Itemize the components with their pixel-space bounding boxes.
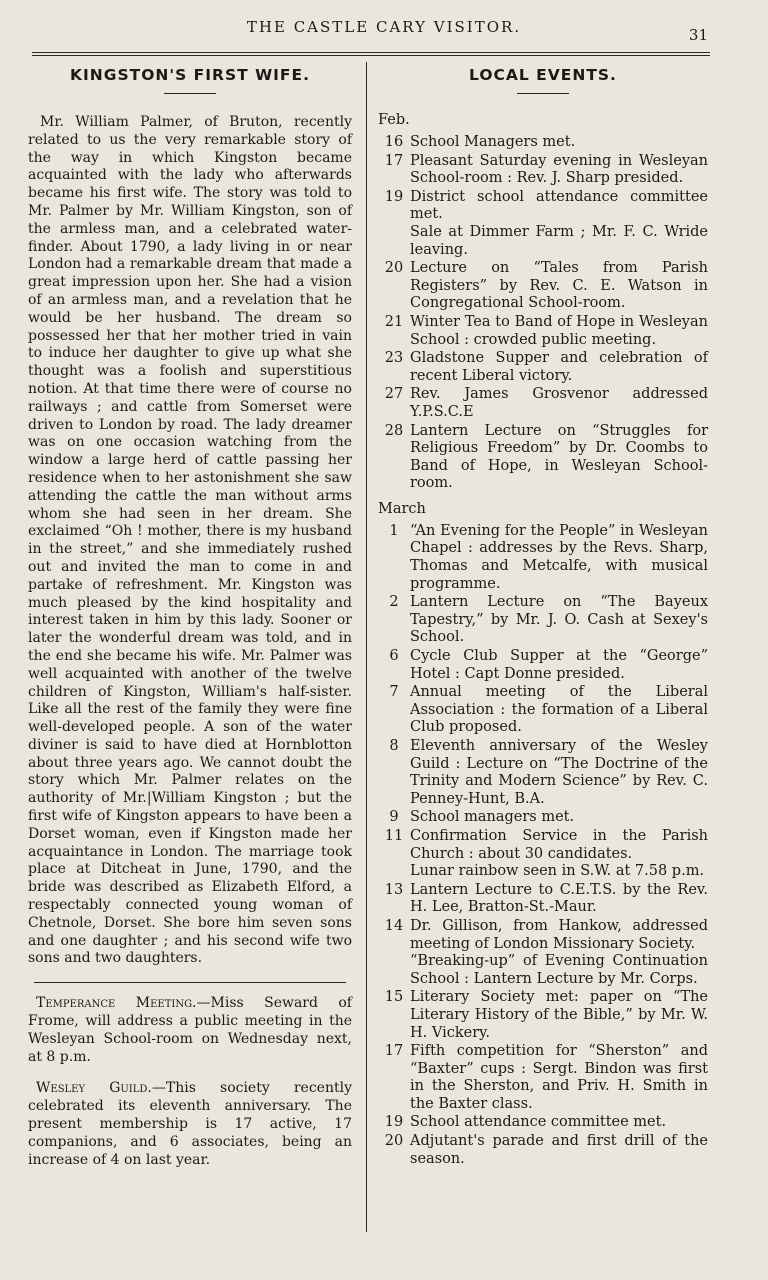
event-item	[378, 594, 708, 647]
month-events	[378, 134, 708, 493]
notice-text: —Miss Seward of Frome, will address a public meeting in the Wesleyan School-room on Wednesday next, at 8 p.m.	[28, 995, 352, 1065]
article-body: Mr. William Palmer, of Bruton, recently related to us the very remarkable story of the way in which Kingston became acquainted with the lady who afterwards became his first wife. The story was told to Mr. Palmer by Mr. William Kingston, son of the armless man, and a celebrated water-finder. About 1790, a lady living in or near London had a remarkable dream that made a great impression upon her. She had a vision of an armless man, and a revelation that he would be her husband. The dream so possessed her that her mother tried in vain to induce her daughter to give up what she thought was a foolish and superstitious notion. At that time there were of course no railways ; and cattle from Somerset were driven to London by road. The lady dreamer was on one occasion watching from the window a large herd of cattle passing her residence when to her astonishment she saw attending the cattle the man without arms whom she had seen in her dream. She exclaimed “Oh ! mother, there is my husband in the street,” and she immediately rushed out and invited the man to come in and partake of refreshment. Mr. Kingston was much pleased by the kind hospitality and interest taken in him by this lady. Sooner or later the wonderful dream was told, and in the end she became his wife. Mr. Palmer was well acquainted with another of the twelve children of Kingston, William's half-sister. Like all the rest of the family they were fine well-developed people. A son of the water diviner is said to have died at Hornblotton about three years ago. We cannot doubt the story which Mr. Palmer relates on the authority of Mr.|William Kingston ; but the first wife of Kingston appears to have been a Dorset woman, even if Kingston made her acquaintance in London. The marriage took place at Ditcheat in June, 1790, and the bride was described as Elizabeth Elford, a respectably connected young woman of Chetnole, Dorset. She bore him seven sons and one daughter ; and his second wife two sons and two daughters.	[28, 114, 352, 967]
event-date: 16	[384, 134, 404, 150]
event-item	[378, 684, 708, 737]
event-line: Gladstone Supper and celebration of recent Liberal victory.	[410, 350, 708, 384]
event-line: “An Evening for the People” in Wesleyan Chapel : addresses by the Revs. Sharp, Thomas and Metcalfe, with musical programme.	[410, 522, 708, 592]
event-item	[378, 882, 708, 917]
section-divider	[34, 982, 346, 983]
event-line: School Managers met.	[410, 134, 576, 150]
event-description	[410, 134, 708, 152]
event-description	[410, 882, 708, 917]
event-description	[410, 738, 708, 808]
page-header	[0, 18, 768, 48]
event-item	[378, 153, 708, 188]
events-list	[378, 112, 708, 1168]
event-description	[410, 1114, 708, 1132]
event-item	[378, 314, 708, 349]
heading-rule	[517, 93, 569, 94]
event-date: 21	[384, 313, 404, 330]
event-line: Dr. Gillison, from Hankow, addressed meeting of London Missionary Society.	[410, 917, 708, 952]
event-date: 17	[384, 152, 404, 169]
notice-text: —This society recently celebrated its eleventh anniversary. The present membership is 17 active, 17 companions, and 6 associates, being an increase of 4 on last year.	[28, 1080, 352, 1168]
notice-lead: Wesley Guild.	[36, 1080, 152, 1097]
month-events	[378, 523, 708, 1168]
event-line: Adjutant's parade and first drill of the season.	[410, 1133, 708, 1167]
event-date: 2	[389, 594, 399, 611]
right-column	[378, 62, 708, 1169]
notice	[28, 995, 352, 1066]
event-line: Rev. James Grosvenor addressed Y.P.S.C.E	[410, 386, 708, 420]
event-line: Lantern Lecture on “The Bayeux Tapestry,” by Mr. J. O. Cash at Sexey's School.	[410, 594, 708, 646]
event-line: Cycle Club Supper at the “George” Hotel : Capt Donne presided.	[410, 648, 708, 682]
event-description	[410, 350, 708, 385]
event-line: Lantern Lecture on “Struggles for Religious Freedom” by Dr. Coombs to Band of Hope, in Wesleyan School-room.	[410, 422, 708, 492]
event-item	[378, 423, 708, 493]
event-description	[410, 386, 708, 421]
event-item	[378, 918, 708, 988]
event-date: 23	[384, 350, 404, 367]
event-description	[410, 1133, 708, 1168]
event-line: School attendance committee met.	[410, 1114, 667, 1131]
column-divider	[366, 62, 367, 1232]
heading-rule	[164, 93, 216, 94]
event-line: Pleasant Saturday evening in Wesleyan School-room : Rev. J. Sharp presided.	[410, 152, 708, 187]
event-description	[410, 423, 708, 493]
header-rule-double	[32, 55, 710, 56]
event-item	[378, 189, 708, 259]
event-line: Eleventh anniversary of the Wesley Guild : Lecture on “The Doctrine of the Trinity and Modern Science” by Rev. C. Penney-Hunt, B.A.	[410, 738, 708, 807]
event-line: Literary Society met: paper on “The Literary History of the Bible,” by Mr. W. H. Vickery.	[410, 989, 708, 1041]
event-item	[378, 738, 708, 808]
event-description	[410, 648, 708, 683]
event-date: 11	[384, 827, 404, 844]
event-line: Lunar rainbow seen in S.W. at 7.58 p.m.	[410, 863, 705, 880]
event-description	[410, 828, 708, 881]
event-description	[410, 918, 708, 988]
event-line: Confirmation Service in the Parish Church : about 30 candidates.	[410, 827, 708, 862]
event-date: 19	[384, 188, 404, 205]
event-line: Lecture on “Tales from Parish Registers” by Rev. C. E. Watson in Congregational School-room.	[410, 260, 708, 312]
page-number: 31	[688, 26, 708, 44]
event-item	[378, 989, 708, 1042]
event-item	[378, 648, 708, 683]
event-description	[410, 189, 708, 259]
event-description	[410, 809, 708, 827]
event-item	[378, 134, 708, 152]
event-item	[378, 1133, 708, 1168]
event-item	[378, 386, 708, 421]
event-date: 7	[389, 684, 399, 701]
event-description	[410, 684, 708, 737]
event-date: 27	[384, 386, 404, 403]
event-date: 9	[389, 809, 399, 826]
event-line: Winter Tea to Band of Hope in Wesleyan School : crowded public meeting.	[410, 313, 708, 348]
event-item	[378, 809, 708, 827]
event-date: 28	[384, 422, 404, 439]
event-line: Sale at Dimmer Farm ; Mr. F. C. Wride leaving.	[410, 223, 708, 258]
notice	[28, 1080, 352, 1169]
notices	[28, 995, 352, 1169]
event-item	[378, 1114, 708, 1132]
event-description	[410, 153, 708, 188]
event-date: 14	[384, 917, 404, 934]
event-description	[410, 594, 708, 647]
header-rule	[32, 52, 710, 53]
event-line: District school attendance committee met.	[410, 188, 708, 223]
month-label: March	[378, 500, 426, 517]
event-date: 13	[384, 881, 404, 898]
article-heading: KINGSTON'S FIRST WIFE.	[69, 66, 310, 84]
event-date: 20	[384, 260, 404, 277]
publication-title: THE CASTLE CARY VISITOR.	[246, 18, 522, 36]
left-column	[28, 62, 352, 1183]
event-description	[410, 989, 708, 1042]
event-item	[378, 260, 708, 313]
events-heading: LOCAL EVENTS.	[469, 66, 617, 84]
event-description	[410, 1043, 708, 1113]
event-item	[378, 828, 708, 881]
event-date: 15	[384, 989, 404, 1006]
event-description	[410, 314, 708, 349]
event-date: 6	[389, 648, 399, 665]
event-line: Annual meeting of the Liberal Association : the formation of a Liberal Club proposed.	[410, 684, 708, 736]
event-item	[378, 523, 708, 593]
notice-lead: Temperance Meeting.	[36, 995, 197, 1012]
event-line: School managers met.	[410, 809, 575, 826]
event-item	[378, 350, 708, 385]
event-description	[410, 523, 708, 593]
event-description	[410, 260, 708, 313]
event-date: 19	[384, 1114, 404, 1131]
event-line: Lantern Lecture to C.E.T.S. by the Rev. H. Lee, Bratton-St.-Maur.	[410, 881, 708, 916]
event-date: 17	[384, 1043, 404, 1060]
event-line: “Breaking-up” of Evening Continuation School : Lantern Lecture by Mr. Corps.	[410, 953, 708, 987]
month-label: Feb.	[378, 112, 410, 128]
event-date: 20	[384, 1133, 404, 1150]
event-line: Fifth competition for “Sherston” and “Baxter” cups : Sergt. Bindon was first in the Sherston, and Priv. H. Smith in the Baxter class.	[410, 1043, 708, 1112]
event-date: 8	[389, 738, 399, 754]
event-item	[378, 1043, 708, 1113]
event-date: 1	[389, 522, 399, 539]
